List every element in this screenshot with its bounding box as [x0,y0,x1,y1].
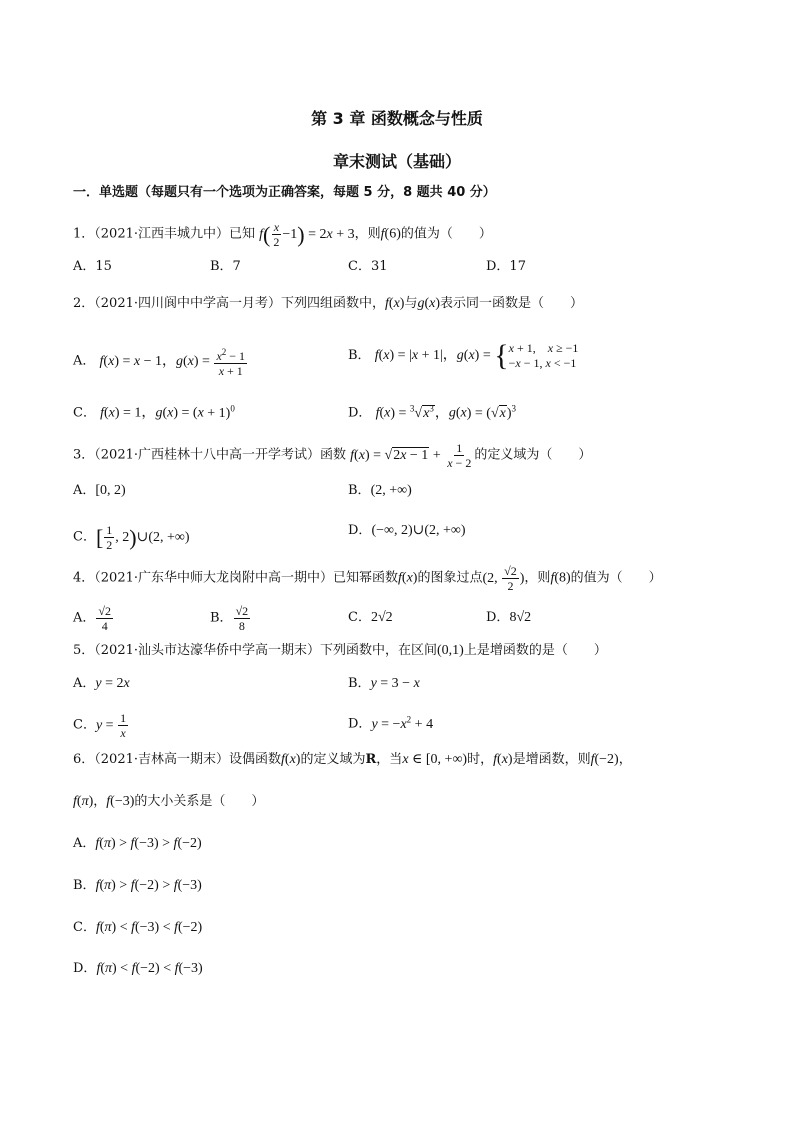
chapter-title: 第 3 章 函数概念与性质 [311,109,483,128]
q1-option-b[interactable]: B．7 [210,259,241,274]
q1-formula: f( $\frac{x}{2}$ −1) = 2x + 3 [259,220,355,249]
test-subtitle: 章末测试（基础） [332,152,461,171]
q4-option-c[interactable]: C．2√2 [348,610,393,625]
q6-option-a[interactable]: A．f(π) > f(−3) > f(−2) [73,836,202,851]
question-2: 2．（2021·四川阆中中学高一月考）下列四组函数中，f(x)与g(x)表示同一函数是（ ） [73,296,584,311]
question-1: 1．（2021·江西丰城九中）已知 f( $\frac{x}{2}$ −1) = 2x + 3，则f(6)的值为（ ） [73,220,492,249]
q4-option-a[interactable]: A． $\frac{√2}{4}$ [73,604,111,633]
q2-option-d[interactable]: D． $f(x) = ^3√x^3$，$g(x) = (√x)^3$ [348,403,517,421]
q6-option-d[interactable]: D．f(π) < f(−2) < f(−3) [73,961,203,976]
question-6: 6．（2021·吉林高一期末）设偶函数f(x)的定义域为R，当x ∈ [0, +∞)时，f(x)是增函数，则f(−2)， [73,752,632,767]
q3-option-d[interactable]: D．(−∞, 2)∪(2, +∞) [348,523,466,538]
q3-option-c[interactable]: C．[ $\frac{1}{2}$ , 2)∪(2, +∞) [73,523,190,552]
q3-option-a[interactable]: A．[0, 2) [73,483,126,498]
q1-option-c[interactable]: C．31 [348,259,388,274]
q6-option-c[interactable]: C．f(π) < f(−3) < f(−2) [73,920,203,935]
question-4: 4．（2021·广东华中师大龙岗附中高一期中）已知幂函数f(x)的图象过点(2, $\frac{√2}{2}$ )，则f(8)的值为（ ） [73,564,662,593]
q4-option-d[interactable]: D．8√2 [486,610,532,625]
q2-option-a[interactable]: A． f(x) = x − 1，g(x) = $\frac{x^2 - 1}{x + 1}$ [73,347,246,378]
q6-option-b[interactable]: B．f(π) > f(−2) > f(−3) [73,878,202,893]
question-3: 3．（2021·广西桂林十八中高一开学考试）函数 f(x) = √2x − 1 + $\frac{1}{x - 2}$ 的定义域为（ ） [73,441,592,470]
q4-option-b[interactable]: B． $\frac{√2}{8}$ [210,604,249,633]
q5-option-a[interactable]: A．y = 2x [73,676,130,691]
section-heading: 一．单选题（每题只有一个选项为正确答案，每题 5 分，8 题共 40 分） [73,185,496,200]
q1-option-d[interactable]: D．17 [486,259,526,274]
question-6-cont: f(π)，f(−3)的大小关系是（ ） [73,794,265,809]
q1-option-a[interactable]: A．15 [73,259,112,274]
q3-option-b[interactable]: B．(2, +∞) [348,483,412,498]
question-5: 5．（2021·汕头市达濠华侨中学高一期末）下列函数中，在区间(0,1)上是增函数的是（ ） [73,643,607,658]
q5-option-c[interactable]: C．y = $\frac{1}{x}$ [73,711,127,740]
q2-option-c[interactable]: C． f(x) = 1，$g(x) = (x + 1)^0$ [73,403,235,421]
q5-option-d[interactable]: D．$y = -x^2 + 4$ [348,714,434,732]
q2-option-b[interactable]: B． f(x) = |x + 1|，g(x) = { x + 1, x ≥ −1 −x − 1, x < −1 [348,339,579,372]
q5-option-b[interactable]: B．y = 3 − x [348,676,420,691]
